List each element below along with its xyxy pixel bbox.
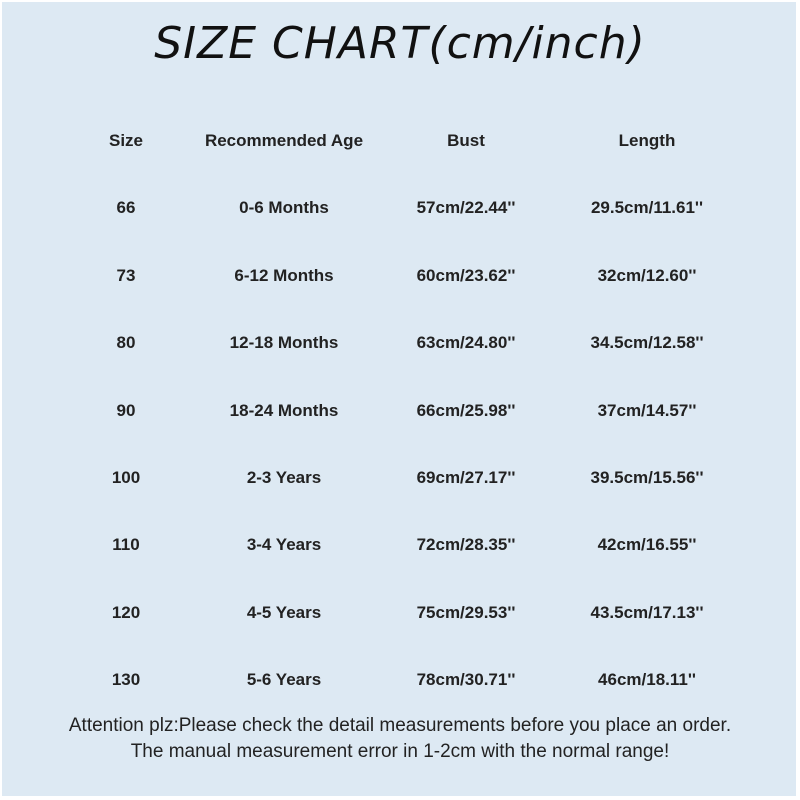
length-cell: 46cm/18.11'' [598, 670, 696, 690]
header-length: Length [618, 131, 676, 150]
age-cell: 5-6 Years [246, 670, 322, 690]
bust-cell: 57cm/22.44'' [416, 198, 516, 218]
length-cell: 29.5cm/11.61'' [590, 198, 704, 218]
age-cell: 0-6 Months [239, 198, 329, 218]
table-row [0, 455, 800, 522]
table-row [0, 388, 800, 455]
table-row [0, 522, 800, 589]
table-row [0, 185, 800, 252]
header-recommended-age: Recommended Age [204, 131, 364, 150]
table-row [0, 253, 800, 320]
attention-line: Attention plz:Please check the detail measurements before you place an order. [68, 715, 732, 736]
size-cell: 100 [111, 467, 141, 487]
bust-cell: 75cm/29.53'' [416, 602, 516, 622]
page-title: SIZE CHART(cm/inch) [154, 18, 646, 69]
attention-note [0, 713, 800, 765]
age-cell: 3-4 Years [246, 535, 322, 555]
size-cell: 120 [111, 602, 141, 622]
table-row [0, 320, 800, 387]
age-cell: 4-5 Years [246, 602, 322, 622]
size-table [0, 118, 800, 725]
header-size: Size [108, 131, 144, 150]
length-cell: 34.5cm/12.58'' [590, 333, 704, 353]
bust-cell: 72cm/28.35'' [416, 535, 516, 555]
size-cell: 80 [116, 333, 136, 353]
table-row [0, 590, 800, 657]
size-cell: 110 [112, 535, 140, 555]
size-cell: 130 [111, 670, 141, 690]
length-cell: 43.5cm/17.13'' [590, 602, 704, 622]
size-cell: 66 [116, 198, 136, 218]
bust-cell: 69cm/27.17'' [416, 467, 516, 487]
measurement-error-line: The manual measurement error in 1-2cm with the normal range! [130, 741, 670, 762]
age-cell: 2-3 Years [246, 467, 322, 487]
bust-cell: 63cm/24.80'' [416, 333, 516, 353]
age-cell: 6-12 Months [234, 265, 334, 285]
bust-cell: 60cm/23.62'' [416, 265, 516, 285]
length-cell: 39.5cm/15.56'' [590, 467, 704, 487]
bust-cell: 66cm/25.98'' [416, 400, 516, 420]
bust-cell: 78cm/30.71'' [416, 670, 516, 690]
length-cell: 42cm/16.55'' [597, 535, 697, 555]
header-bust: Bust [447, 131, 485, 150]
age-cell: 12-18 Months [229, 333, 339, 353]
length-cell: 32cm/12.60'' [597, 265, 697, 285]
length-cell: 37cm/14.57'' [597, 400, 697, 420]
size-cell: 90 [116, 400, 136, 420]
table-header-row [0, 118, 800, 185]
age-cell: 18-24 Months [229, 400, 339, 420]
size-cell: 73 [116, 265, 136, 285]
